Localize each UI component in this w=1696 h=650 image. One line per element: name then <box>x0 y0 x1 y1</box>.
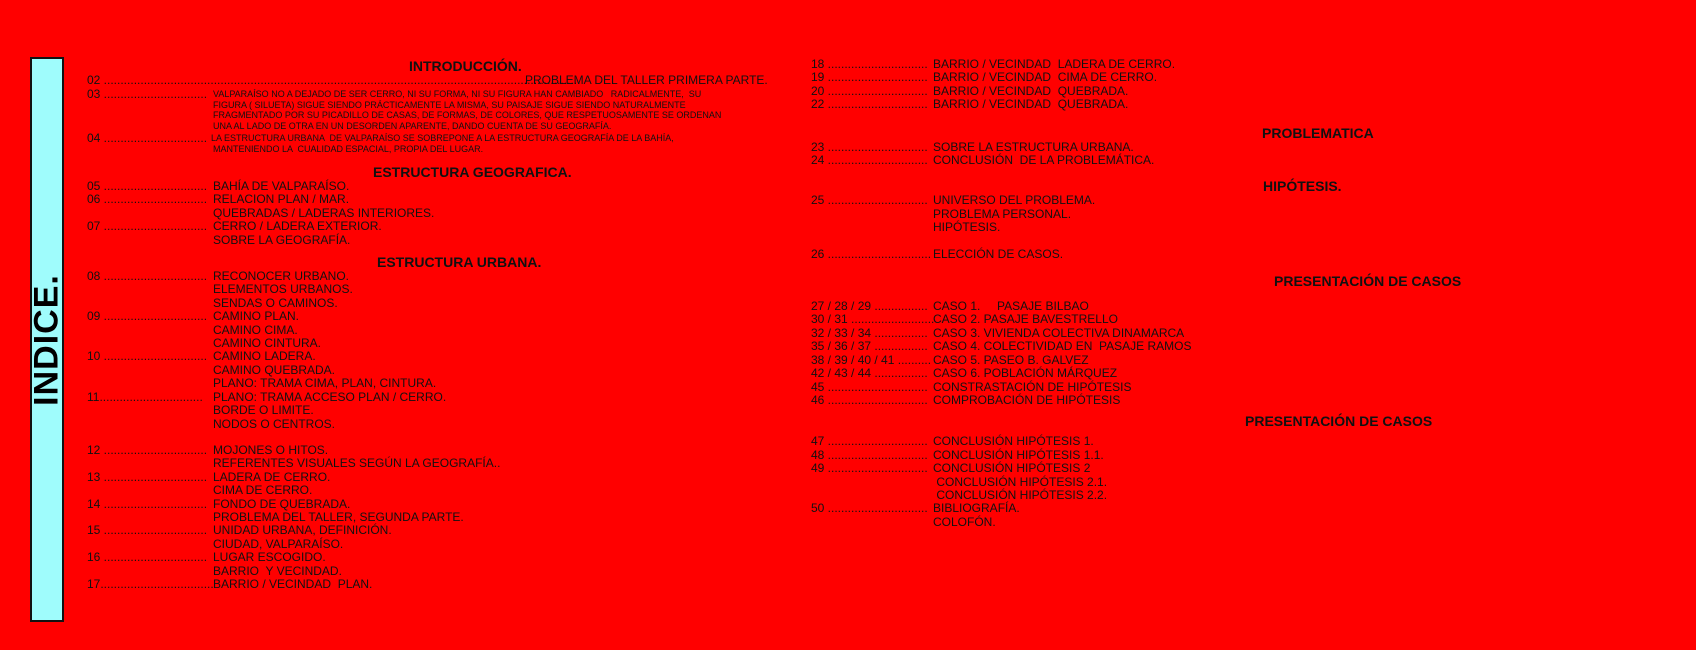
toc-entry-number: 07 ............................... <box>87 219 208 234</box>
index-title: INDICE. <box>27 273 66 406</box>
toc-list-geografica <box>87 180 787 247</box>
toc-entry <box>811 435 1491 448</box>
toc-entry-line: CAMINO PLAN. <box>213 309 300 324</box>
toc-entry-line: CONCLUSIÓN HIPÓTESIS 2.1. <box>933 474 1108 489</box>
toc-entry-line: BARRIO / VECINDAD PLAN. <box>213 576 373 591</box>
toc-list-urbana-2 <box>87 444 787 591</box>
toc-entry-line: CAMINO CINTURA. <box>213 336 321 351</box>
toc-entry-line: CONCLUSIÓN HIPÓTESIS 1. <box>933 434 1094 449</box>
toc-entry-line: CERRO / LADERA EXTERIOR. <box>213 219 382 234</box>
toc-entry-line: HIPÓTESIS. <box>933 220 1001 235</box>
toc-entry-line: CASO 4. COLECTIVIDAD EN PASAJE RAMOS <box>933 339 1192 354</box>
toc-entry-line: BARRIO Y VECINDAD. <box>213 563 342 578</box>
toc-entry <box>87 551 787 578</box>
toc-entry <box>811 85 1491 98</box>
toc-entry <box>87 270 787 310</box>
toc-entry-line: ELEMENTOS URBANOS. <box>213 282 353 297</box>
toc-entry-line: BARRIO / VECINDAD CIMA DE CERRO. <box>933 70 1158 85</box>
toc-entry-number: 13 ............................... <box>87 469 208 484</box>
toc-entry-line: CONCLUSIÓN HIPÓTESIS 2 <box>933 461 1091 476</box>
toc-entry-line: MOJONES O HITOS. <box>213 442 329 457</box>
section-heading-introduccion: INTRODUCCIÓN. <box>409 58 522 74</box>
toc-entry-line: CAMINO CIMA. <box>213 322 298 337</box>
toc-entry <box>87 391 787 431</box>
section-heading-hipotesis: HIPÓTESIS. <box>1263 178 1342 195</box>
toc-entry <box>87 220 787 247</box>
toc-entry-number: 17.................................. <box>87 576 214 591</box>
section-heading-problematica: PROBLEMATICA <box>1262 124 1374 141</box>
toc-entry <box>811 394 1491 407</box>
toc-entry-number: 46 .............................. <box>811 392 928 407</box>
toc-entry <box>811 367 1491 380</box>
toc-entry-line: PLANO: TRAMA ACCESO PLAN / CERRO. <box>213 389 447 404</box>
toc-entry-line: QUEBRADAS / LADERAS INTERIORES. <box>213 205 435 220</box>
toc-entry <box>87 193 787 220</box>
section-heading-presentacion-casos-2: PRESENTACIÓN DE CASOS <box>1245 413 1433 430</box>
toc-entry-line: LA ESTRUCTURA URBANA DE VALPARAÍSO SE SOBREPONE A LA ESTRUCTURA GEOGRAFÍA DE LA BAHÍA, <box>211 133 674 143</box>
toc-entry-number: 04 ............................... <box>87 131 208 145</box>
toc-list-problematica <box>811 141 1491 168</box>
toc-entry-number: 42 / 43 / 44 ................ <box>811 366 928 381</box>
toc-entry <box>87 350 787 390</box>
toc-entry-line: FONDO DE QUEBRADA. <box>213 496 351 511</box>
toc-entry-line: CONCLUSIÓN DE LA PROBLEMÁTICA. <box>933 153 1155 168</box>
toc-entry-number: 11............................... <box>87 389 203 404</box>
toc-entry-line: BAHÍA DE VALPARAÍSO. <box>213 179 350 193</box>
toc-entry-number: 15 ............................... <box>87 523 208 538</box>
toc-entry-line: NODOS O CENTROS. <box>213 416 336 431</box>
toc-entry <box>811 354 1491 367</box>
toc-entry-line: CASO 6. POBLACIÓN MÁRQUEZ <box>933 366 1118 381</box>
toc-entry-line: CASO 1. PASAJE BILBAO <box>933 299 1089 314</box>
toc-entry-line: CASO 2. PASAJE BAVESTRELLO <box>933 312 1118 327</box>
toc-entry-line: MANTENIENDO LA CUALIDAD ESPACIAL, PROPIA DEL LUGAR. <box>213 143 484 154</box>
toc-entry-number: 26 ............................... <box>811 246 932 261</box>
toc-entry <box>87 524 787 551</box>
toc-entry <box>811 449 1491 462</box>
toc-entry-number: 22 .............................. <box>811 97 928 112</box>
toc-entry <box>811 381 1491 394</box>
toc-entry-text: PROBLEMA DEL TALLER PRIMERA PARTE. <box>525 73 768 87</box>
toc-entry-number: 35 / 36 / 37 ................ <box>811 339 928 354</box>
toc-entry-number: 14 ............................... <box>87 496 208 511</box>
toc-entry <box>87 498 787 525</box>
toc-list-barrio <box>811 58 1491 112</box>
toc-entry-line: CIMA DE CERRO. <box>213 483 313 498</box>
toc-entry <box>811 194 1491 234</box>
toc-entry-line: COMPROBACIÓN DE HIPÓTESIS <box>933 392 1121 407</box>
index-sidebar <box>27 57 66 622</box>
section-heading-estructura-urbana: ESTRUCTURA URBANA. <box>377 254 542 271</box>
toc-entry <box>811 313 1491 326</box>
toc-entry-line: BARRIO / VECINDAD LADERA DE CERRO. <box>933 57 1176 71</box>
toc-entry-number: 18 .............................. <box>811 57 928 71</box>
section-heading-estructura-geografica: ESTRUCTURA GEOGRAFICA. <box>373 164 572 180</box>
toc-entry-line: UNA AL LADO DE OTRA EN UN DESORDEN APARENTE, DANDO CUENTA DE SU GEOGRAFÍA. <box>213 121 612 132</box>
toc-entry-line: CASO 5. PASEO B. GALVEZ <box>933 352 1089 367</box>
toc-list-urbana <box>87 270 787 431</box>
toc-entry-line: UNIDAD URBANA, DEFINICIÓN. <box>213 523 392 538</box>
toc-entry <box>811 340 1491 353</box>
toc-entry <box>811 300 1491 313</box>
toc-entry-number: 16 ............................... <box>87 550 208 565</box>
toc-entry-line: FRAGMENTADO POR SU PICADILLO DE CASAS, DE FORMAS, DE COLORES, QUE RESPETUOSAMENTE SE ORDENAN <box>213 110 722 121</box>
toc-entry-number: 38 / 39 / 40 / 41 .......... <box>811 352 932 367</box>
toc-entry <box>811 502 1491 529</box>
toc-entry <box>811 58 1491 71</box>
toc-entry-line: LADERA DE CERRO. <box>213 469 331 484</box>
toc-entry-line: BIBLIOGRAFÍA. <box>933 501 1020 516</box>
toc-list-conclusiones <box>811 435 1491 529</box>
toc-entry-line: SENDAS O CAMINOS. <box>213 295 338 310</box>
toc-entry-line: SOBRE LA ESTRUCTURA URBANA. <box>933 139 1134 154</box>
toc-entry <box>87 132 787 156</box>
section-heading-presentacion-casos: PRESENTACIÓN DE CASOS <box>1274 273 1462 290</box>
toc-entry-number: 49 .............................. <box>811 461 928 476</box>
toc-entry-number: 47 .............................. <box>811 434 928 449</box>
toc-entry-number: 24 .............................. <box>811 153 928 168</box>
toc-entry-number: 10 ............................... <box>87 349 208 364</box>
toc-entry-line: SOBRE LA GEOGRAFÍA. <box>213 232 351 247</box>
toc-entry-line: ELECCIÓN DE CASOS. <box>933 246 1064 261</box>
toc-entry-number: 45 .............................. <box>811 379 928 394</box>
toc-list-hipotesis <box>811 194 1491 234</box>
toc-entry-number: 02 ............................................................................................................................................... <box>87 73 581 87</box>
toc-entry <box>811 98 1491 111</box>
toc-entry-number: 05 ............................... <box>87 179 208 193</box>
toc-entry <box>87 578 787 591</box>
toc-entry <box>811 462 1491 502</box>
toc-entry-line: CONCLUSIÓN HIPÓTESIS 2.2. <box>933 487 1108 502</box>
toc-entry-line: LUGAR ESCOGIDO. <box>213 550 326 565</box>
toc-entry <box>87 74 787 88</box>
toc-entry-line: RELACION PLAN / MAR. <box>213 192 350 207</box>
toc-entry-number: 48 .............................. <box>811 447 928 462</box>
toc-entry <box>87 180 787 193</box>
toc-entry-number: 23 .............................. <box>811 139 928 154</box>
toc-entry-number: 50 .............................. <box>811 501 928 516</box>
toc-entry-line: BARRIO / VECINDAD QUEBRADA. <box>933 97 1129 112</box>
toc-entry-number: 19 .............................. <box>811 70 928 85</box>
toc-list-hipotesis-2 <box>811 248 1491 261</box>
toc-entry-line: COLOFÓN. <box>933 514 996 529</box>
toc-entry <box>87 471 787 498</box>
toc-entry-number: 08 ............................... <box>87 269 208 284</box>
toc-entry-number: 20 .............................. <box>811 83 928 98</box>
toc-entry-line: CAMINO QUEBRADA. <box>213 362 336 377</box>
toc-entry-number: 27 / 28 / 29 ................ <box>811 299 928 314</box>
toc-entry-line: BARRIO / VECINDAD QUEBRADA. <box>933 83 1129 98</box>
toc-column-left <box>87 58 787 591</box>
toc-column-right <box>811 58 1491 529</box>
toc-entry-line: CONSTRASTACIÓN DE HIPÓTESIS <box>933 379 1132 394</box>
toc-entry-number: 09 ............................... <box>87 309 208 324</box>
toc-entry-number: 30 / 31 ......................... <box>811 312 935 327</box>
toc-entry-number: 06 ............................... <box>87 192 208 207</box>
toc-entry-line: PROBLEMA PERSONAL. <box>933 206 1072 221</box>
toc-entry-text-block <box>213 89 721 132</box>
toc-entry-line: BORDE O LIMITE. <box>213 403 314 418</box>
toc-entry-line: UNIVERSO DEL PROBLEMA. <box>933 193 1096 208</box>
toc-entry-line: CASO 3. VIVIENDA COLECTIVA DINAMARCA <box>933 325 1185 340</box>
toc-entry <box>87 444 787 471</box>
toc-entry <box>87 310 787 350</box>
toc-entry-number: 25 .............................. <box>811 193 928 208</box>
toc-entry <box>811 71 1491 84</box>
toc-list-casos <box>811 300 1491 407</box>
toc-entry-line: CAMINO LADERA. <box>213 349 316 364</box>
toc-entry-text-block <box>211 133 674 154</box>
toc-entry <box>811 248 1491 261</box>
toc-entry-line: VALPARAÍSO NO A DEJADO DE SER CERRO, NI SU FORMA, NI SU FIGURA HAN CAMBIADO RADICALMENTE, SU <box>213 89 702 99</box>
toc-entry-number: 32 / 33 / 34 ................ <box>811 325 928 340</box>
toc-entry-line: CONCLUSIÓN HIPÓTESIS 1.1. <box>933 447 1104 462</box>
toc-entry-line: CIUDAD, VALPARAÍSO. <box>213 536 344 551</box>
toc-entry <box>811 327 1491 340</box>
toc-entry-line: PROBLEMA DEL TALLER, SEGUNDA PARTE. <box>213 509 464 524</box>
toc-entry <box>811 154 1491 167</box>
toc-entry-line: REFERENTES VISUALES SEGÚN LA GEOGRAFÍA.. <box>213 456 501 471</box>
toc-entry-line: PLANO: TRAMA CIMA, PLAN, CINTURA. <box>213 376 437 391</box>
toc-entry-number: 03 ............................... <box>87 87 208 101</box>
toc-entry-line: RECONOCER URBANO. <box>213 269 350 284</box>
toc-entry-number: 12 ............................... <box>87 442 208 457</box>
toc-entry <box>87 88 787 132</box>
toc-entry-line: FIGURA ( SILUETA) SIGUE SIENDO PRÁCTICAMENTE LA MISMA, SU PAISAJE SIGUE SIENDO NATURALMENTE <box>213 99 686 110</box>
